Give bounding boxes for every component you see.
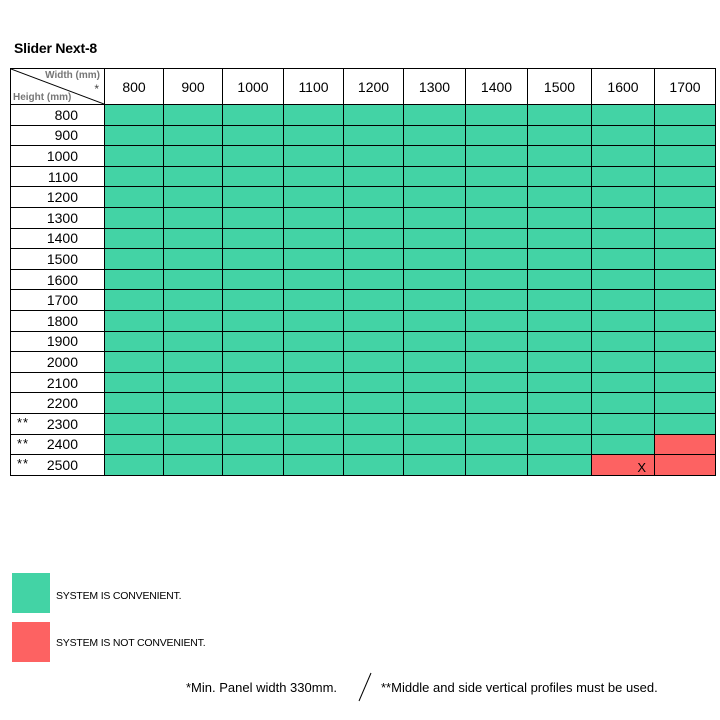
- cell-convenient: [105, 187, 164, 208]
- cell-convenient: [344, 228, 404, 249]
- cell-convenient: [592, 331, 655, 352]
- height-header-1: [11, 125, 105, 146]
- cell-not-convenient: [655, 455, 716, 476]
- height-label: 1700: [46, 292, 78, 309]
- height-header-0: [11, 105, 105, 126]
- table-row: [11, 207, 716, 228]
- width-header-1: 900: [164, 69, 223, 105]
- cell-convenient: [223, 352, 284, 373]
- width-header-2: 1000: [223, 69, 284, 105]
- cell-convenient: [105, 146, 164, 167]
- cell-convenient: [223, 393, 284, 414]
- cell-convenient: [105, 125, 164, 146]
- cell-convenient: [404, 393, 466, 414]
- cell-convenient: [164, 310, 223, 331]
- height-label: 2400: [46, 436, 78, 453]
- width-header-8: 1600: [592, 69, 655, 105]
- height-label: 1300: [46, 209, 78, 226]
- cell-convenient: [344, 269, 404, 290]
- cell-convenient: [164, 413, 223, 434]
- cell-convenient: [404, 455, 466, 476]
- cell-convenient: [164, 352, 223, 373]
- cell-convenient: [344, 331, 404, 352]
- cell-convenient: [223, 331, 284, 352]
- height-label: 2000: [46, 353, 78, 370]
- cell-convenient: [404, 187, 466, 208]
- cell-convenient: [404, 249, 466, 270]
- cell-convenient: [105, 228, 164, 249]
- cell-convenient: [466, 249, 528, 270]
- cell-convenient: [592, 413, 655, 434]
- cell-convenient: [528, 413, 592, 434]
- cell-convenient: [466, 290, 528, 311]
- cell-convenient: [284, 105, 344, 126]
- cell-convenient: [344, 187, 404, 208]
- cell-convenient: [592, 105, 655, 126]
- cell-convenient: [223, 105, 284, 126]
- cell-convenient: [466, 207, 528, 228]
- cell-convenient: [105, 393, 164, 414]
- cell-convenient: [164, 372, 223, 393]
- width-header-3: 1100: [284, 69, 344, 105]
- cell-convenient: [466, 125, 528, 146]
- cell-convenient: [655, 146, 716, 167]
- cell-convenient: [528, 352, 592, 373]
- cell-convenient: [164, 146, 223, 167]
- cell-not-convenient: [655, 434, 716, 455]
- cell-convenient: [284, 125, 344, 146]
- cell-convenient: [592, 125, 655, 146]
- cell-convenient: [105, 207, 164, 228]
- cell-convenient: [223, 166, 284, 187]
- cell-convenient: [528, 166, 592, 187]
- cell-convenient: [344, 249, 404, 270]
- cell-convenient: [105, 310, 164, 331]
- cell-convenient: [344, 166, 404, 187]
- cell-convenient: [344, 310, 404, 331]
- height-label: 1600: [46, 271, 78, 288]
- table-row: [11, 413, 716, 434]
- legend-swatch-not-convenient: [12, 622, 50, 662]
- cell-convenient: [223, 125, 284, 146]
- cell-convenient: [105, 166, 164, 187]
- cell-convenient: [223, 249, 284, 270]
- height-header-5: [11, 207, 105, 228]
- height-header-8: [11, 269, 105, 290]
- table-row: [11, 146, 716, 167]
- cell-convenient: [592, 310, 655, 331]
- cell-convenient: [404, 146, 466, 167]
- height-header-13: [11, 372, 105, 393]
- table-row: [11, 331, 716, 352]
- cell-convenient: [655, 372, 716, 393]
- cell-convenient: [284, 166, 344, 187]
- cell-convenient: [344, 105, 404, 126]
- height-label: 1900: [46, 333, 78, 350]
- cell-convenient: [164, 249, 223, 270]
- height-label: 1500: [46, 250, 78, 267]
- cell-convenient: [164, 434, 223, 455]
- cell-x-mark: X: [637, 459, 646, 475]
- cell-convenient: [655, 228, 716, 249]
- cell-convenient: [344, 146, 404, 167]
- cell-convenient: [105, 455, 164, 476]
- height-header-4: [11, 187, 105, 208]
- cell-convenient: [528, 269, 592, 290]
- cell-convenient: [164, 393, 223, 414]
- cell-convenient: [284, 413, 344, 434]
- height-label: 2100: [46, 374, 78, 391]
- cell-convenient: [466, 166, 528, 187]
- table-row: [11, 228, 716, 249]
- cell-convenient: [404, 352, 466, 373]
- cell-convenient: [344, 413, 404, 434]
- size-grid: [10, 68, 716, 476]
- cell-convenient: [655, 310, 716, 331]
- cell-convenient: [466, 352, 528, 373]
- cell-convenient: [105, 269, 164, 290]
- height-header-16: [11, 434, 105, 455]
- cell-convenient: [655, 393, 716, 414]
- cell-convenient: [528, 125, 592, 146]
- height-note-marker: **: [17, 435, 30, 451]
- table-row: [11, 166, 716, 187]
- cell-convenient: [404, 105, 466, 126]
- cell-convenient: [105, 413, 164, 434]
- height-header-9: [11, 290, 105, 311]
- cell-convenient: [284, 310, 344, 331]
- height-header-3: [11, 166, 105, 187]
- height-label: 1200: [46, 189, 78, 206]
- height-label: 800: [54, 106, 78, 123]
- width-note-marker: *: [94, 82, 99, 96]
- table-row: [11, 105, 716, 126]
- height-header-17: [11, 455, 105, 476]
- height-header-2: [11, 146, 105, 167]
- cell-convenient: [105, 290, 164, 311]
- cell-convenient: [466, 310, 528, 331]
- height-header-11: [11, 331, 105, 352]
- cell-convenient: [466, 413, 528, 434]
- table-row: [11, 269, 716, 290]
- cell-convenient: [105, 249, 164, 270]
- cell-convenient: [344, 372, 404, 393]
- cell-convenient: [466, 228, 528, 249]
- cell-convenient: [592, 434, 655, 455]
- cell-convenient: [164, 105, 223, 126]
- cell-convenient: [592, 146, 655, 167]
- cell-convenient: [164, 269, 223, 290]
- cell-convenient: [655, 166, 716, 187]
- legend-label-convenient: SYSTEM IS CONVENIENT.: [56, 590, 182, 602]
- cell-convenient: [592, 249, 655, 270]
- cell-convenient: [344, 290, 404, 311]
- cell-convenient: [466, 455, 528, 476]
- height-label: 900: [54, 127, 78, 144]
- width-header-0: 800: [105, 69, 164, 105]
- height-label: 2200: [46, 395, 78, 412]
- cell-convenient: [284, 434, 344, 455]
- height-axis-label: Height (mm): [13, 92, 72, 103]
- cell-convenient: [164, 207, 223, 228]
- table-row: [11, 187, 716, 208]
- cell-convenient: [592, 352, 655, 373]
- cell-convenient: [528, 372, 592, 393]
- cell-convenient: [105, 331, 164, 352]
- cell-convenient: [655, 290, 716, 311]
- cell-convenient: [592, 269, 655, 290]
- cell-convenient: [592, 393, 655, 414]
- height-label: 2300: [46, 415, 78, 432]
- cell-convenient: [404, 372, 466, 393]
- cell-convenient: [284, 187, 344, 208]
- cell-convenient: [284, 269, 344, 290]
- cell-convenient: [404, 290, 466, 311]
- cell-convenient: [164, 166, 223, 187]
- cell-convenient: [466, 187, 528, 208]
- cell-convenient: [655, 352, 716, 373]
- cell-convenient: [284, 228, 344, 249]
- cell-convenient: [655, 125, 716, 146]
- cell-convenient: [164, 125, 223, 146]
- table-row: [11, 125, 716, 146]
- cell-convenient: [655, 249, 716, 270]
- cell-convenient: [528, 310, 592, 331]
- cell-convenient: [404, 413, 466, 434]
- height-header-6: [11, 228, 105, 249]
- cell-convenient: [344, 393, 404, 414]
- cell-convenient: [528, 290, 592, 311]
- cell-convenient: [164, 331, 223, 352]
- table-row: [11, 434, 716, 455]
- cell-convenient: [466, 372, 528, 393]
- cell-convenient: [528, 207, 592, 228]
- height-header-15: [11, 413, 105, 434]
- footnote-separator: [358, 672, 372, 702]
- cell-convenient: [284, 372, 344, 393]
- cell-convenient: [164, 290, 223, 311]
- height-label: 2500: [46, 456, 78, 473]
- cell-convenient: [223, 207, 284, 228]
- table-row: [11, 310, 716, 331]
- cell-convenient: [404, 331, 466, 352]
- cell-convenient: [404, 434, 466, 455]
- cell-not-convenient: [592, 455, 655, 476]
- chart-title: Slider Next-8: [14, 40, 97, 56]
- cell-convenient: [223, 290, 284, 311]
- legend-swatch-convenient: [12, 573, 50, 613]
- cell-convenient: [466, 105, 528, 126]
- cell-convenient: [284, 331, 344, 352]
- cell-convenient: [528, 434, 592, 455]
- cell-convenient: [284, 207, 344, 228]
- cell-convenient: [223, 310, 284, 331]
- cell-convenient: [592, 372, 655, 393]
- table-row: [11, 455, 716, 476]
- cell-convenient: [223, 434, 284, 455]
- compatibility-table: [10, 68, 716, 476]
- width-header-6: 1400: [466, 69, 528, 105]
- cell-convenient: [404, 228, 466, 249]
- cell-convenient: [344, 207, 404, 228]
- cell-convenient: [344, 352, 404, 373]
- footnote-min-panel-width: *Min. Panel width 330mm.: [186, 680, 338, 695]
- cell-convenient: [592, 228, 655, 249]
- cell-convenient: [164, 187, 223, 208]
- cell-convenient: [528, 228, 592, 249]
- cell-convenient: [105, 434, 164, 455]
- cell-convenient: [404, 207, 466, 228]
- cell-convenient: [528, 105, 592, 126]
- cell-convenient: [164, 228, 223, 249]
- cell-convenient: [223, 413, 284, 434]
- cell-convenient: [466, 434, 528, 455]
- cell-convenient: [284, 455, 344, 476]
- cell-convenient: [592, 290, 655, 311]
- cell-convenient: [223, 146, 284, 167]
- cell-convenient: [344, 455, 404, 476]
- cell-convenient: [655, 413, 716, 434]
- legend-label-not-convenient: SYSTEM IS NOT CONVENIENT.: [56, 637, 206, 649]
- cell-convenient: [284, 290, 344, 311]
- table-row: [11, 372, 716, 393]
- cell-convenient: [592, 166, 655, 187]
- cell-convenient: [528, 187, 592, 208]
- height-label: 1800: [46, 312, 78, 329]
- table-row: [11, 249, 716, 270]
- cell-convenient: [466, 393, 528, 414]
- cell-convenient: [466, 146, 528, 167]
- width-axis-label: Width (mm): [45, 70, 100, 81]
- height-header-12: [11, 352, 105, 373]
- cell-convenient: [105, 105, 164, 126]
- cell-convenient: [655, 105, 716, 126]
- cell-convenient: [655, 187, 716, 208]
- cell-convenient: [223, 187, 284, 208]
- cell-convenient: [466, 269, 528, 290]
- table-row: [11, 352, 716, 373]
- cell-convenient: [284, 393, 344, 414]
- cell-convenient: [284, 249, 344, 270]
- cell-convenient: [164, 455, 223, 476]
- height-label: 1400: [46, 230, 78, 247]
- cell-convenient: [466, 331, 528, 352]
- cell-convenient: [344, 125, 404, 146]
- height-note-marker: **: [17, 414, 30, 430]
- width-header-5: 1300: [404, 69, 466, 105]
- height-label: 1000: [46, 147, 78, 164]
- height-note-marker: **: [17, 456, 30, 472]
- height-header-10: [11, 310, 105, 331]
- height-label: 1100: [47, 168, 78, 185]
- cell-convenient: [223, 372, 284, 393]
- cell-convenient: [528, 146, 592, 167]
- cell-convenient: [655, 207, 716, 228]
- width-header-4: 1200: [344, 69, 404, 105]
- footnote-vertical-profiles: **Middle and side vertical profiles must be used.: [381, 680, 658, 695]
- grid-body: [11, 105, 716, 476]
- cell-convenient: [223, 269, 284, 290]
- cell-convenient: [404, 166, 466, 187]
- cell-convenient: [655, 269, 716, 290]
- cell-convenient: [404, 269, 466, 290]
- cell-convenient: [528, 393, 592, 414]
- height-header-14: [11, 393, 105, 414]
- cell-convenient: [223, 455, 284, 476]
- cell-convenient: [223, 228, 284, 249]
- cell-convenient: [404, 125, 466, 146]
- cell-convenient: [284, 146, 344, 167]
- cell-convenient: [528, 331, 592, 352]
- corner-cell: [11, 69, 105, 105]
- cell-convenient: [592, 187, 655, 208]
- cell-convenient: [284, 352, 344, 373]
- height-header-7: [11, 249, 105, 270]
- cell-convenient: [344, 434, 404, 455]
- width-header-7: 1500: [528, 69, 592, 105]
- cell-convenient: [592, 207, 655, 228]
- cell-convenient: [528, 249, 592, 270]
- cell-convenient: [655, 331, 716, 352]
- cell-convenient: [105, 352, 164, 373]
- cell-convenient: [528, 455, 592, 476]
- cell-convenient: [404, 310, 466, 331]
- table-row: [11, 290, 716, 311]
- width-header-9: 1700: [655, 69, 716, 105]
- cell-convenient: [105, 372, 164, 393]
- header-row: [11, 69, 716, 105]
- table-row: [11, 393, 716, 414]
